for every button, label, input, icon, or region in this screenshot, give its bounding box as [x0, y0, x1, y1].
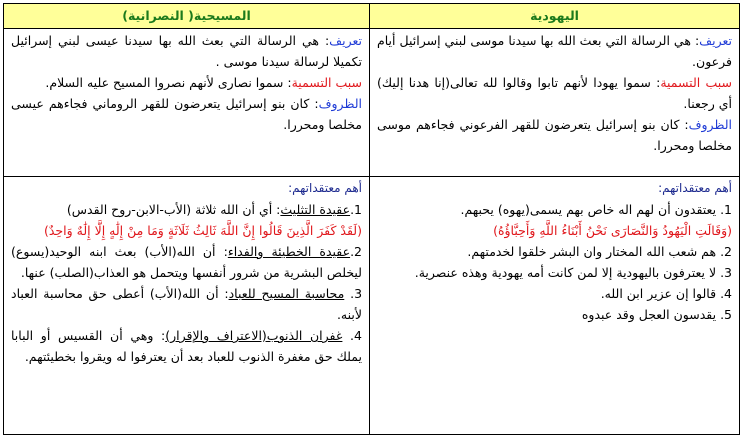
belief-text: قالوا إن عزير ابن الله. — [600, 286, 717, 301]
judaism-beliefs-cell — [370, 177, 740, 435]
quran-quote: (وَقَالَتِ الْيَهُودُ وَالنَّصَارَى نَحْنُ أَبْنَاءُ اللَّهِ وَأَحِبَّاؤُهُ) — [493, 223, 732, 238]
belief-title: محاسبة المسيح للعباد — [228, 286, 345, 301]
beliefs-title: أهم معتقداتهم: — [288, 181, 362, 195]
beliefs-title: أهم معتقداتهم: — [658, 181, 732, 195]
belief-number: 2. — [350, 244, 362, 259]
belief-number: 4. — [350, 328, 362, 343]
belief-title: غفران الذنوب(الاعتراف والإقرار) — [165, 328, 343, 343]
belief-text: يقدسون العجل وقد عبدوه — [581, 307, 717, 322]
judaism-circumstances — [377, 114, 732, 156]
christianity-beliefs-cell — [4, 177, 370, 435]
definition-text: : هي الرسالة التي بعث الله بها سيدنا عيسى لبني إسرائيل تكميلا لرسالة سيدنا موسى . — [11, 33, 362, 69]
circumstances-label: الظروف — [688, 117, 732, 132]
belief-number: 4. — [720, 286, 732, 301]
definition-text: : هي الرسالة التي بعث الله بها سيدنا موسى لبني إسرائيل أيام فرعون. — [377, 33, 732, 69]
belief-number: 5. — [720, 307, 732, 322]
circumstances-label: الظروف — [318, 96, 362, 111]
belief-item — [377, 262, 732, 283]
belief-number: 3. — [720, 265, 732, 280]
christianity-naming — [11, 72, 362, 93]
belief-number: 1. — [720, 202, 732, 217]
belief-item — [377, 199, 732, 220]
judaism-naming — [377, 72, 732, 114]
judaism-definition — [377, 30, 732, 72]
naming-label: سبب التسمية — [291, 75, 362, 90]
belief-text: هم شعب الله المختار وان البشر خلقوا لخدمتهم. — [467, 244, 717, 259]
belief-number: 1. — [350, 202, 362, 217]
header-christianity: المسيحية( النصرانية) — [4, 4, 370, 29]
belief-number: 2. — [720, 244, 732, 259]
belief-number: 3. — [350, 286, 363, 301]
belief-item — [11, 325, 362, 367]
belief-item — [11, 241, 362, 283]
quran-quote: (لَقَدْ كَفَرَ الَّذِينَ قَالُوا إِنَّ اللَّهَ ثَالِثُ ثَلَاثَةٍ وَمَا مِنْ إِلَٰهٍ إِلَّا إِلَٰهٌ وَاحِدٌ) — [43, 223, 362, 238]
comparison-table — [3, 3, 740, 435]
christianity-definition — [11, 30, 362, 72]
belief-text: لا يعترفون باليهودية إلا لمن كانت أمه يهودية وهذه عنصرية. — [414, 265, 717, 280]
definition-label: تعريف — [329, 33, 362, 48]
circumstances-text: : كان بنو إسرائيل يتعرضون للقهر الروماني فجاءهم عيسى مخلصا ومحررا. — [11, 96, 362, 132]
belief-item — [377, 283, 732, 304]
definition-label: تعريف — [699, 33, 732, 48]
belief-text: يعتقدون أن لهم اله خاص بهم يسمى(يهوه) يحبهم. — [460, 202, 717, 217]
naming-text: : سموا يهودا لأنهم تابوا وقالوا لله تعالى(إنا هدنا إليك) أي رجعنا. — [377, 75, 732, 111]
belief-item — [11, 199, 362, 220]
belief-text: : أن الله(الأب) أعطى حق محاسبة العباد لأبنه. — [11, 286, 362, 322]
christianity-circumstances — [11, 93, 362, 135]
belief-item — [377, 241, 732, 262]
circumstances-text: : كان بنو إسرائيل يتعرضون للقهر الفرعوني فجاءهم موسى مخلصا ومحررا. — [377, 117, 732, 153]
header-judaism: اليهودية — [370, 4, 740, 29]
belief-item — [11, 283, 362, 325]
belief-text: : وهي أن القسيس أو البابا يملك حق مغفرة الذنوب للعباد بعد أن يعترفوا له ويقروا بخطيئتهم. — [11, 328, 362, 364]
judaism-overview-cell — [370, 29, 740, 177]
belief-text: : أي أن الله ثلاثة (الأب-الابن-روح القدس) — [66, 202, 281, 217]
belief-title: عقيدة التثليث — [280, 202, 351, 217]
naming-text: : سموا نصارى لأنهم نصروا المسيح عليه السلام. — [45, 75, 292, 90]
belief-text: : أن الله(الأب) بعث ابنه الوحيد(يسوع) ليخلص البشرية من شرور أنفسها ويتحمل هو العذاب(الصلب) عنها. — [11, 244, 362, 280]
christianity-overview-cell — [4, 29, 370, 177]
belief-item — [377, 304, 732, 325]
naming-label: سبب التسمية — [660, 75, 732, 90]
belief-title: عقيدة الخطيئة والفداء — [227, 244, 351, 259]
